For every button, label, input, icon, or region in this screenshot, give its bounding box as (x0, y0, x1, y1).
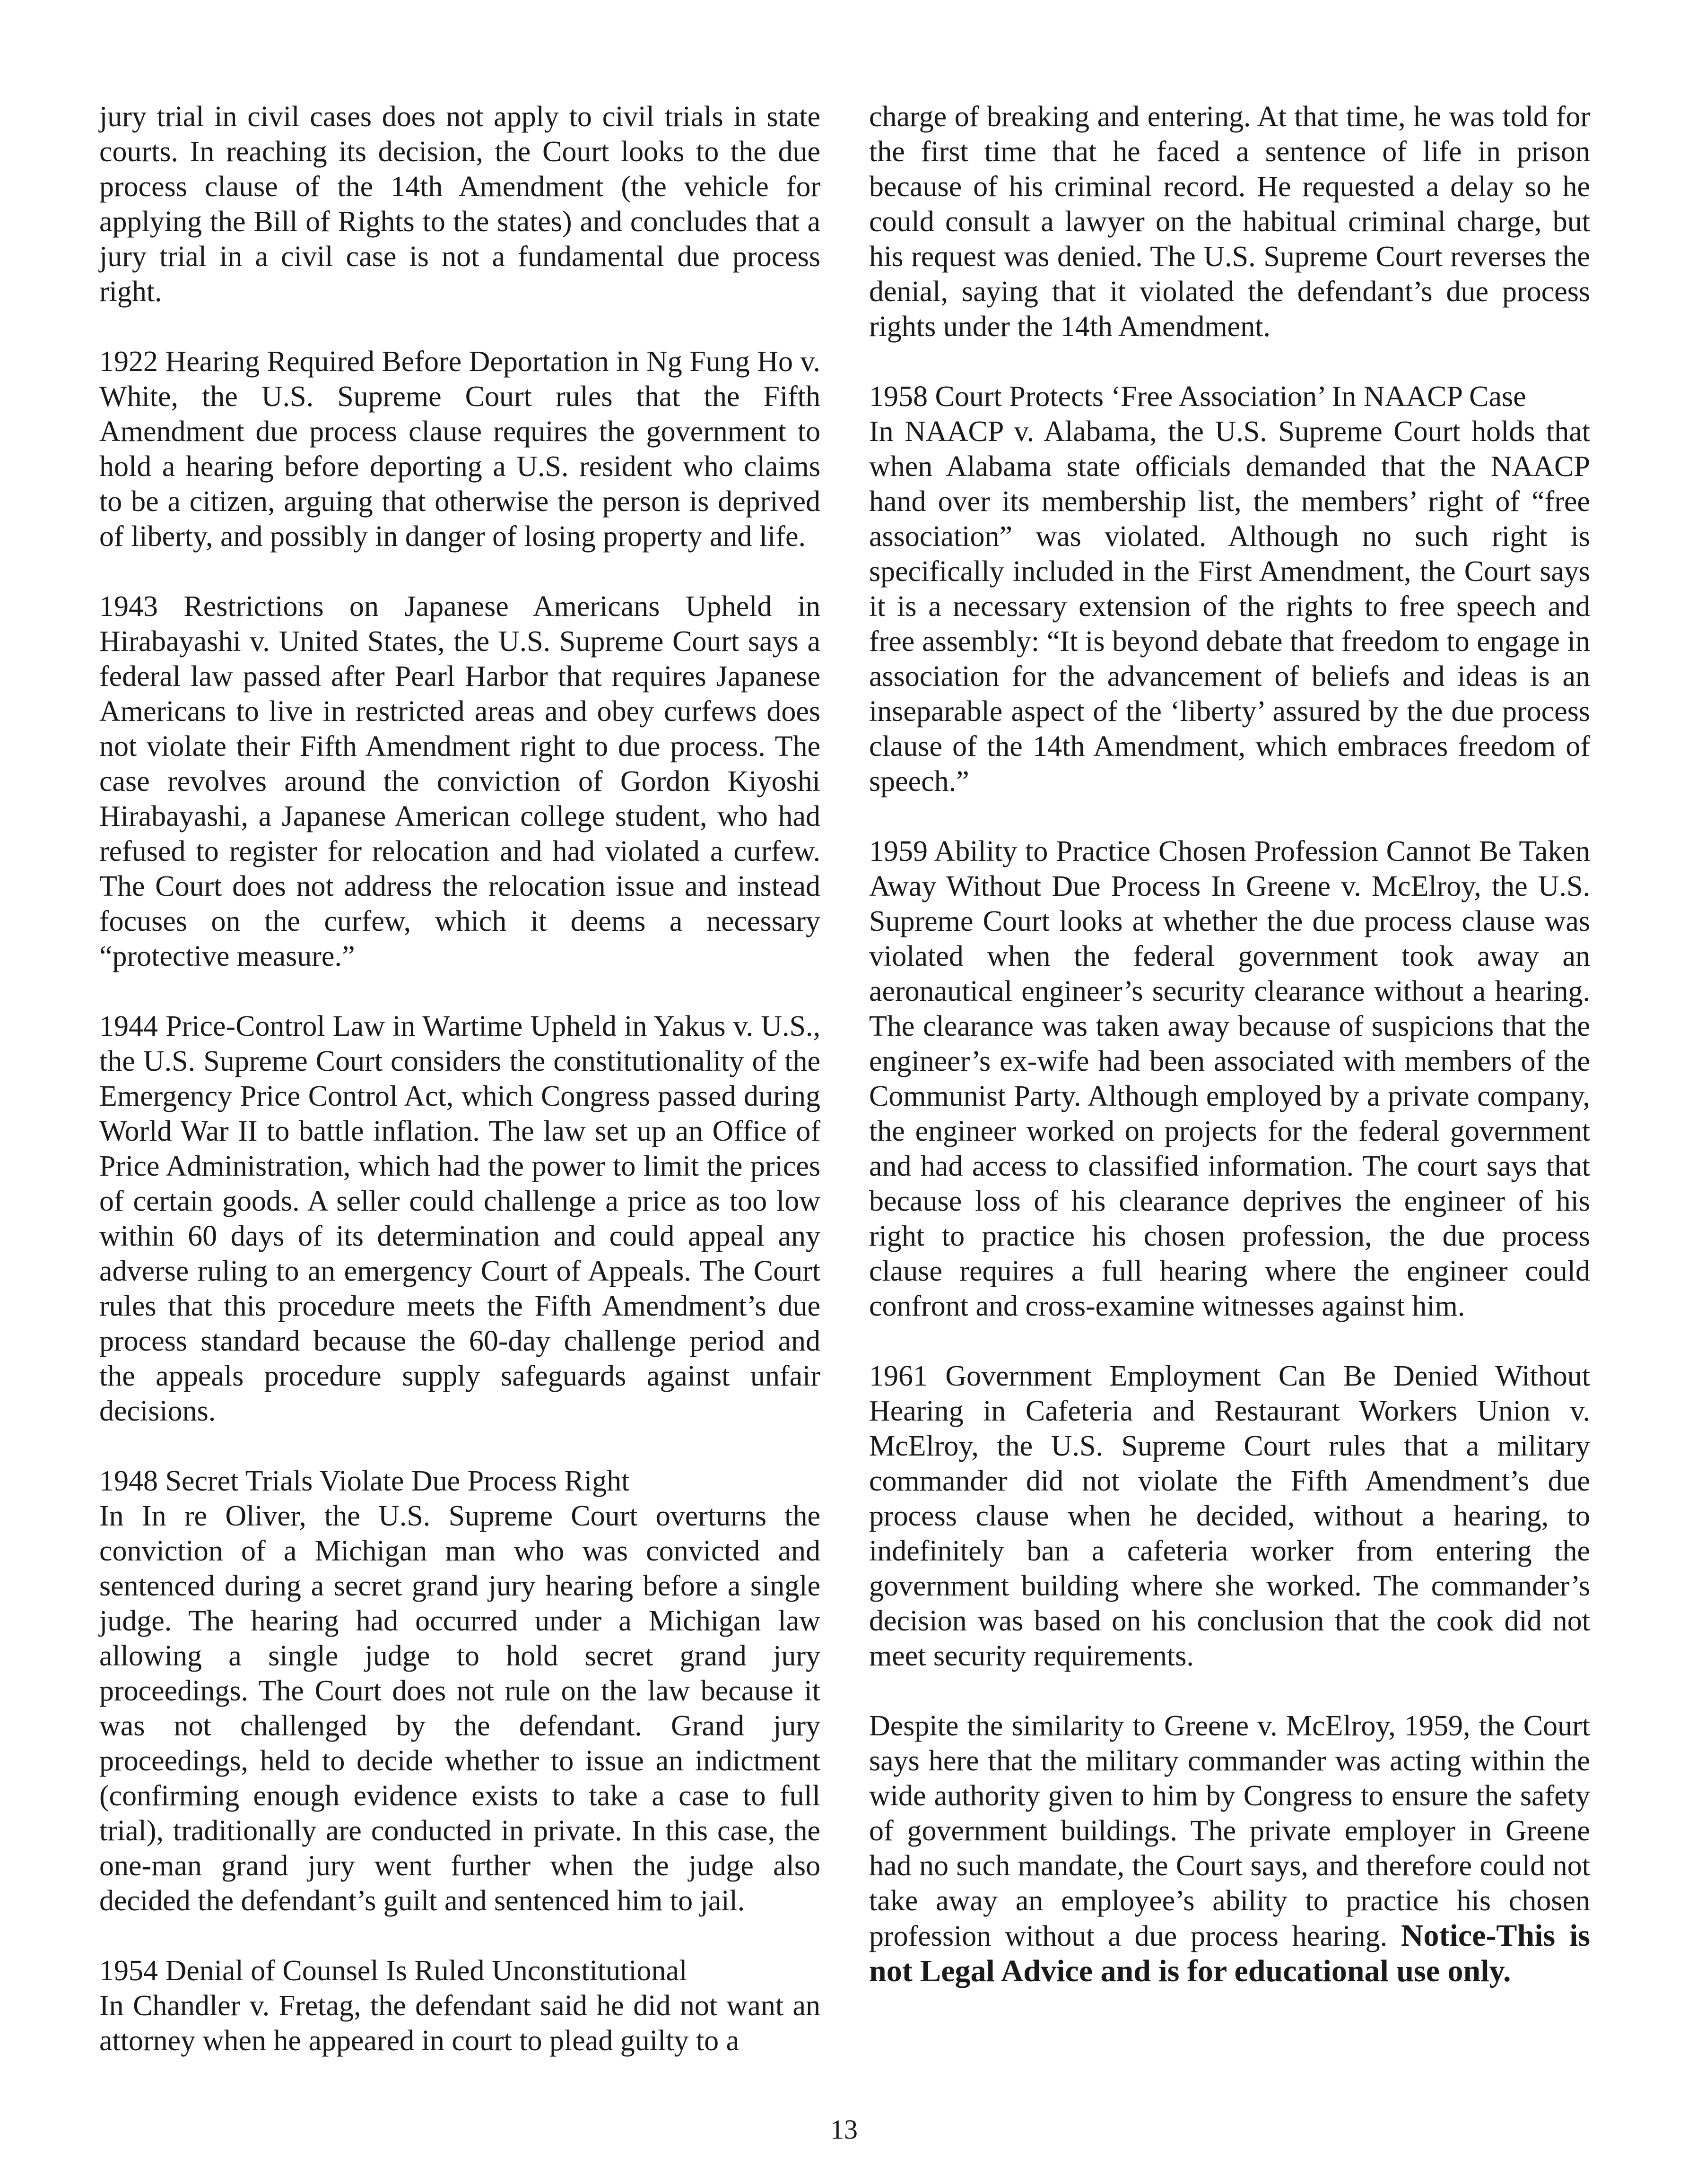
entry-heading: 1958 Court Protects ‘Free Association’ In NAACP Case (869, 381, 1526, 413)
entry-heading: 1922 Hearing Required Before Deportation (99, 346, 609, 378)
right-column (869, 99, 1590, 2024)
paragraph-1944-price-control (99, 1009, 820, 1429)
entry-heading: 1959 Ability to Practice Chosen Profession Cannot Be Taken Away Without Due Process (869, 835, 1590, 902)
paragraph-body: in Hirabayashi v. United States, the U.S. Supreme Court says a federal law passed after Pearl Harbor that requires Japanese Americans to live in restricted areas and obey curfews does not violate their Fifth Amendment right to due process. The case revolves around the conviction of Gordon Kiyoshi Hirabayashi, a Japanese American college student, who had refused to register for relocation and had violated a curfew. The Court does not address the relocation issue and instead focuses on the curfew, which it deems a necessary “protective measure.” (99, 590, 820, 972)
entry-heading: 1948 Secret Trials Violate Due Process Right (99, 1465, 630, 1497)
paragraph-body: In Greene v. McElroy, the U.S. Supreme Court looks at whether the due process clause was violated when the federal government took away an aeronautical engineer’s security clearance without a hearing. The clearance was taken away because of suspicions that the engineer’s ex-wife had been associated with members of the Communist Party. Although employed by a private company, the engineer worked on projects for the federal government and had access to classified information. The court says that because loss of his clearance deprives the engineer of his right to practice his chosen profession, the due process clause requires a full hearing where the engineer could confront and cross-examine witnesses against him. (869, 870, 1591, 1322)
page-number: 13 (830, 2114, 858, 2145)
paragraph-body: jury trial in civil cases does not apply to civil trials in state courts. In reaching its decision, the Court looks to the due process clause of the 14th Amendment (the vehicle for applying the Bill of Rights to the states) and concludes that a jury trial in a civil case is not a fundamental due process right. (99, 101, 820, 308)
paragraph-body: In NAACP v. Alabama, the U.S. Supreme Court holds that when Alabama state officials demanded that the NAACP hand over its membership list, the members’ right of “free association” was violated. Although no such right is specifically included in the First Amendment, the Court says it is a necessary extension of the rights to free speech and free assembly: “It is beyond debate that freedom to engage in association for the advancement of beliefs and ideas is an inseparable aspect of the ‘liberty’ assured by the due process clause of the 14th Amendment, which embraces freedom of speech.” (869, 416, 1590, 797)
paragraph-body: in Cafeteria and Restaurant Workers Union v. McElroy, the U.S. Supreme Court rules that a military commander did not violate the Fifth Amendment’s due process clause when he decided, without a hearing, to indefinitely ban a cafeteria worker from entering the government building where she worked. The commander’s decision was based on his conclusion that the cook did not meet security requirements. (869, 1395, 1591, 1672)
paragraph-body: In Chandler v. Fretag, the defendant said he did not want an attorney when he appeared in court to plead guilty to a (99, 1990, 820, 2057)
entry-heading: 1954 Denial of Counsel Is Ruled Unconstitutional (99, 1955, 687, 1987)
paragraph-1959-chosen-profession (869, 834, 1590, 1324)
paragraph-1948-secret-trials (99, 1464, 820, 1918)
paragraph-body: in Ng Fung Ho v. White, the U.S. Supreme Court rules that the Fifth Amendment due process clause requires the government to hold a hearing before deporting a U.S. resident who claims to be a citizen, arguing that otherwise the person is deprived of liberty, and possibly in danger of losing property and life. (99, 346, 820, 553)
paragraph-body: charge of breaking and entering. At that time, he was told for the first time that he faced a sentence of life in prison because of his criminal record. He requested a delay so he could consult a lawyer on the habitual criminal charge, but his request was denied. The U.S. Supreme Court reverses the denial, saying that it violated the defendant’s due process rights under the 14th Amendment. (869, 101, 1590, 343)
paragraph-chandler-continued (869, 99, 1590, 344)
entry-heading: 1961 Government Employment Can Be Denied Without Hearing (869, 1360, 1590, 1427)
left-column (99, 99, 820, 2093)
legal-notice: Notice-This is not Legal Advice and is for educational use only. (869, 1918, 1590, 1988)
paragraph-body: Despite the similarity to Greene v. McElroy, 1959, the Court says here that the military commander was acting within the wide authority given to him by Congress to ensure the safety of government buildings. The private employer in Greene had no such mandate, the Court says, and therefore could not take away an employee’s ability to practice his chosen profession without a due process hearing. (869, 1710, 1590, 1952)
paragraph-1943-japanese-americans (99, 589, 820, 974)
paragraph-1922-deportation (99, 344, 820, 554)
entry-heading: 1944 Price-Control Law in Wartime Upheld (99, 1010, 617, 1042)
paragraph-civil-jury-trial (99, 99, 820, 309)
paragraph-1958-free-association (869, 379, 1590, 799)
paragraph-greene-comparison (869, 1708, 1590, 1989)
paragraph-1961-government-employment (869, 1359, 1590, 1673)
paragraph-1954-denial-of-counsel (99, 1953, 820, 2058)
paragraph-body: in Yakus v. U.S., the U.S. Supreme Court considers the constitutionality of the Emergency Price Control Act, which Congress passed during World War II to battle inflation. The law set up an Office of Price Administration, which had the power to limit the prices of certain goods. A seller could challenge a price as too low within 60 days of its determination and could appeal any adverse ruling to an emergency Court of Appeals. The Court rules that this procedure meets the Fifth Amendment’s due process standard because the 60-day challenge period and the appeals procedure supply safeguards against unfair decisions. (99, 1010, 820, 1427)
paragraph-body: In In re Oliver, the U.S. Supreme Court overturns the conviction of a Michigan man who was convicted and sentenced during a secret grand jury hearing before a single judge. The hearing had occurred under a Michigan law allowing a single judge to hold secret grand jury proceedings. The Court does not rule on the law because it was not challenged by the defendant. Grand jury proceedings, held to decide whether to issue an indictment (confirming enough evidence exists to take a case to full trial), traditionally are conducted in private. In this case, the one-man grand jury went further when the judge also decided the defendant’s guilt and sentenced him to jail. (99, 1500, 820, 1917)
entry-heading: 1943 Restrictions on Japanese Americans Upheld (99, 590, 772, 623)
